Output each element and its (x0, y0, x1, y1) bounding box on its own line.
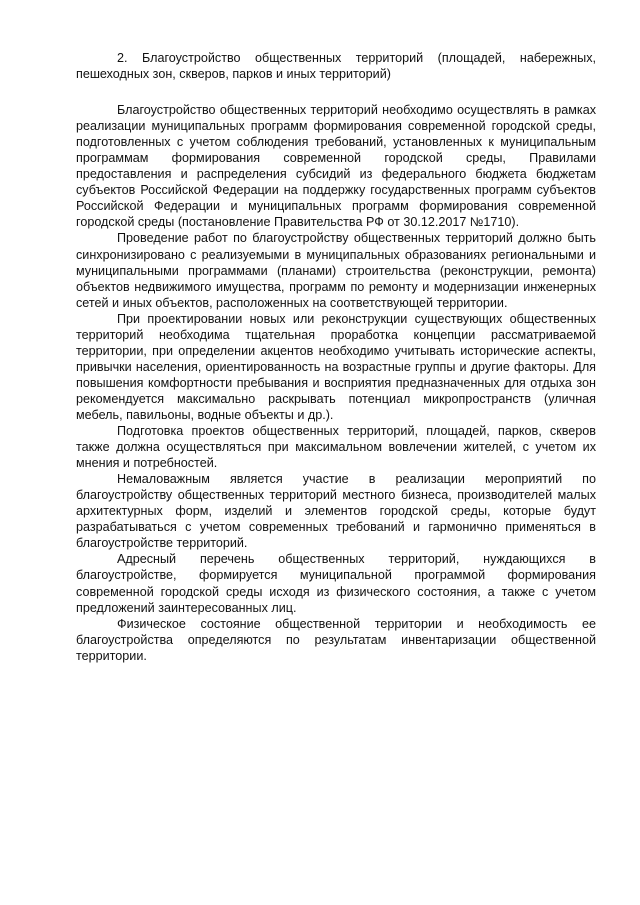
paragraph-7: Физическое состояние общественной территории и необходимость ее благоустройства определяются по результатам инвентаризации общественной территории. (76, 616, 596, 663)
paragraph-3: При проектировании новых или реконструкции существующих общественных территорий необходима тщательная проработка концепции рассматриваемой территории, при определении акцентов необходимо учитывать исторические аспекты, привычки населения, ориентированность на возрастные группы и другие факторы. Для повышения комфортности пребывания и восприятия предназначенных для отдыха зон рекомендуется максимально раскрывать потенциал микропространств (уличная мебель, павильоны, водные объекты и др.). (76, 311, 596, 422)
document-body (76, 50, 596, 664)
paragraph-1: Благоустройство общественных территорий необходимо осуществлять в рамках реализации муниципальных программ формирования современной городской среды, подготовленных с учетом соблюдения требований, установленных к муниципальным программам формирования современной городской среды, Правилами предоставления и распределения субсидий из федерального бюджета бюджетам субъектов Российской Федерации на поддержку государственных программ субъектов Российской Федерации и муниципальных программ формирования современной городской среды (постановление Правительства РФ от 30.12.2017 №1710). (76, 103, 596, 230)
paragraph-5: Немаловажным является участие в реализации мероприятий по благоустройству общественных территорий местного бизнеса, производителей малых архитектурных форм, изделий и элементов городской среды, которые будут разрабатываться с учетом современных требований и гармонично применяться в благоустройстве территорий. (76, 472, 596, 551)
section-heading: 2. Благоустройство общественных территорий (площадей, набережных, пешеходных зон, скверов, парков и иных территорий) (76, 51, 596, 82)
paragraph-2: Проведение работ по благоустройству общественных территорий должно быть синхронизировано с реализуемыми в муниципальных образованиях региональными и муниципальными программами (планами) строительства (реконструкции, ремонта) объектов недвижимого имущества, программ по ремонту и модернизации инженерных сетей и иных объектов, расположенных на соответствующей территории. (76, 231, 596, 310)
paragraph-4: Подготовка проектов общественных территорий, площадей, парков, скверов также должна осуществляться при максимальном вовлечении жителей, с учетом их мнения и потребностей. (76, 424, 596, 471)
paragraph-6: Адресный перечень общественных территорий, нуждающихся в благоустройстве, формируется муниципальной программой формирования современной городской среды исходя из физического состояния, а также с учетом предложений заинтересованных лиц. (76, 552, 596, 615)
